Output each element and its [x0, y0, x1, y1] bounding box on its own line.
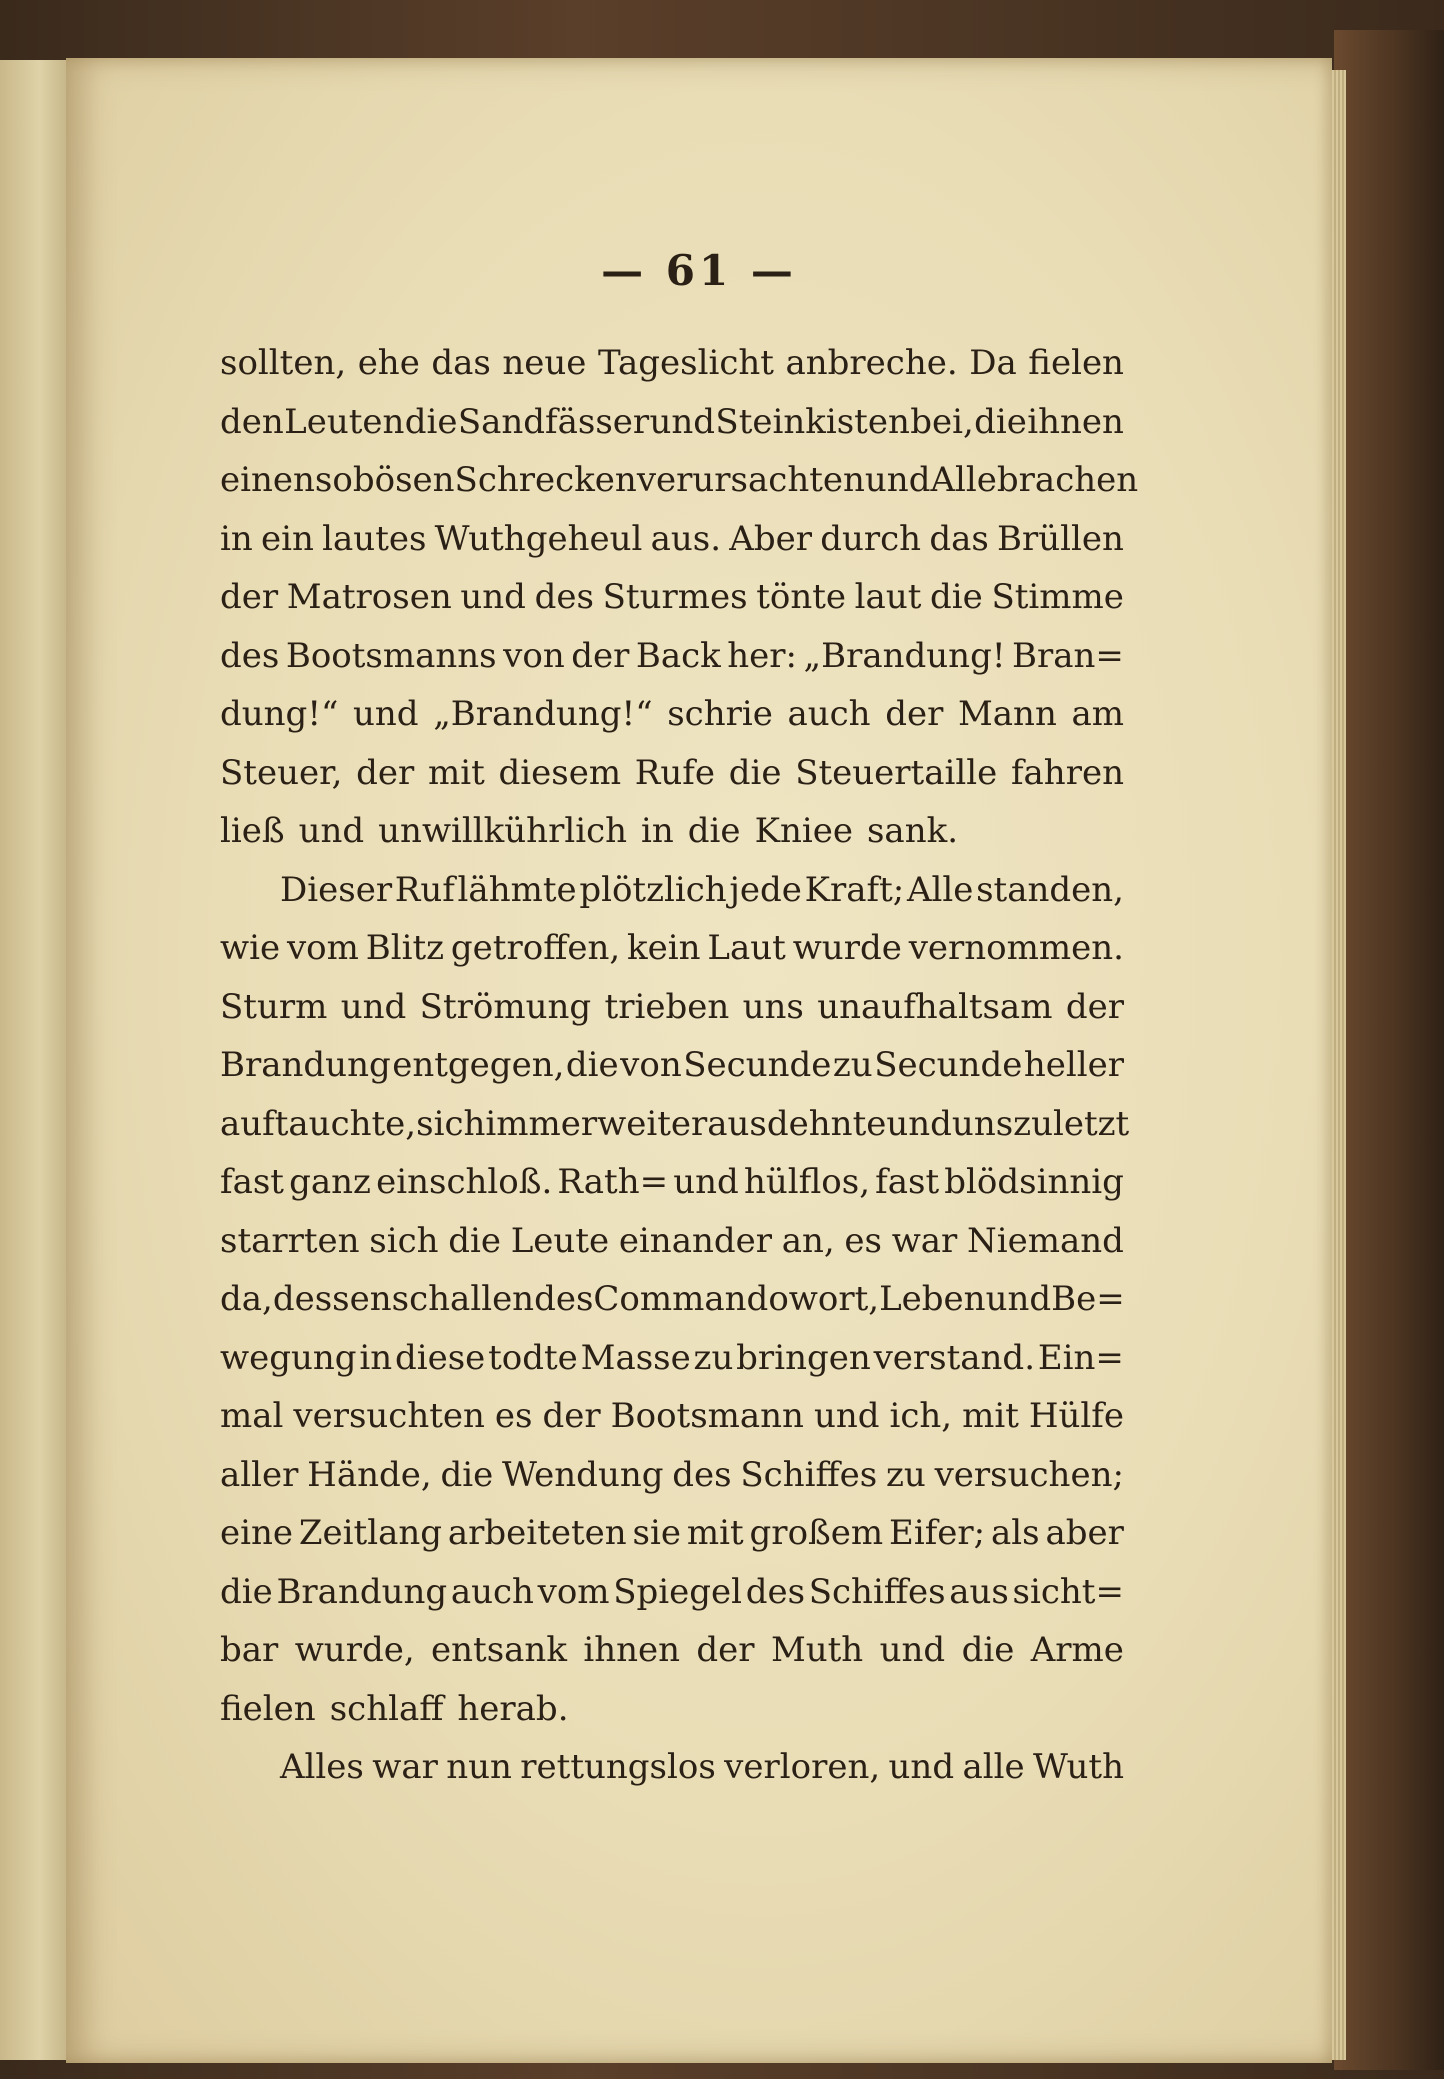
page-stack-edge: [1332, 70, 1346, 2060]
word: Steuer,: [220, 752, 343, 793]
word: starrten: [220, 1220, 360, 1261]
word: Laut: [707, 928, 786, 968]
word: Matrosen: [286, 577, 452, 617]
word: und: [649, 401, 716, 442]
word: die: [930, 577, 983, 617]
word: todte: [488, 1337, 578, 1378]
word: und: [864, 460, 931, 500]
text-line: [220, 1036, 1124, 1095]
word: und: [340, 986, 407, 1027]
word: als: [991, 1513, 1040, 1553]
word: arbeiteten: [447, 1513, 627, 1553]
word: am: [1071, 694, 1124, 734]
word: und: [879, 1630, 946, 1670]
book-cover-edge: [1334, 30, 1444, 2070]
word: unaufhaltsam: [817, 986, 1053, 1027]
word: mal: [220, 1396, 284, 1436]
word: weiter: [597, 1103, 708, 1144]
text-line: [220, 744, 1124, 803]
text-line: [220, 627, 1124, 686]
word: hülflos,: [743, 1162, 871, 1202]
word: Rufe: [634, 752, 715, 793]
word: und: [813, 1396, 880, 1436]
page-number: — 61 —: [601, 246, 797, 295]
word: in: [359, 1337, 393, 1378]
word: des: [220, 635, 280, 676]
text-line: [220, 334, 1124, 393]
word: Schrecken: [454, 460, 637, 500]
word: von: [503, 635, 565, 676]
word: verloren,: [724, 1747, 881, 1787]
word: Sturmes: [602, 577, 748, 617]
word: bei,: [910, 401, 974, 442]
text-line: [220, 978, 1124, 1037]
body-text: [220, 334, 1139, 1797]
word: entgegen,: [392, 1045, 565, 1085]
word: aus.: [650, 518, 722, 559]
word: mit: [962, 1396, 1019, 1436]
word: Kniee: [754, 811, 853, 851]
text-line: [220, 1153, 1124, 1212]
word: es: [844, 1220, 882, 1261]
word: wurde: [792, 928, 902, 968]
word: wegung: [220, 1337, 357, 1378]
word: in: [641, 811, 674, 851]
word: die: [220, 1571, 273, 1612]
word: dung!“: [220, 694, 339, 734]
word: und: [353, 694, 419, 734]
word: des: [672, 1454, 732, 1495]
word: trieben: [604, 986, 730, 1027]
previous-page-edge: [0, 60, 66, 2060]
word: da,: [220, 1279, 273, 1319]
word: und: [888, 1747, 955, 1787]
word: „Brandung!“: [433, 694, 653, 734]
word: Blitz: [365, 928, 445, 968]
word: ihnen: [583, 1630, 681, 1670]
word: so: [314, 460, 353, 500]
word: Alles: [280, 1747, 364, 1787]
word: fielen: [1028, 343, 1124, 383]
word: ehe: [357, 343, 420, 383]
word: Bootsmann: [610, 1396, 804, 1436]
word: „Brandung!: [803, 635, 1006, 676]
text-line: [220, 568, 1124, 627]
word: heller: [1023, 1045, 1124, 1085]
word: des: [534, 577, 594, 617]
word: brachen: [996, 460, 1139, 500]
word: und: [460, 577, 526, 617]
word: den: [220, 401, 284, 442]
word: aller: [220, 1454, 299, 1495]
word: unwillkührlich: [378, 811, 628, 851]
word: vom: [286, 928, 359, 968]
word: auftauchte,: [220, 1103, 417, 1144]
word: Mann: [957, 694, 1057, 734]
word: an,: [781, 1220, 835, 1261]
text-line: [220, 1680, 1124, 1739]
word: Schiffes: [740, 1454, 878, 1495]
word: zu: [886, 1454, 926, 1495]
text-line: [220, 1621, 1124, 1680]
word: Masse: [580, 1337, 691, 1378]
word: großem: [749, 1513, 884, 1553]
word: einander: [618, 1220, 773, 1261]
word: diesem: [498, 752, 622, 793]
word: neue: [502, 343, 587, 383]
word: Eifer;: [889, 1513, 986, 1553]
word: versuchten: [293, 1396, 485, 1436]
word: Spiegel: [613, 1571, 743, 1612]
word: lähmte: [457, 869, 577, 910]
word: ich,: [889, 1396, 953, 1436]
word: zu: [693, 1337, 734, 1378]
text-line: [220, 1738, 1124, 1797]
word: eine: [220, 1513, 294, 1553]
word: auch: [787, 694, 871, 734]
text-line: [220, 802, 1124, 861]
word: nun: [446, 1747, 512, 1787]
word: kein: [627, 928, 701, 968]
word: blödsinnig: [944, 1162, 1124, 1202]
word: uns: [951, 1103, 1014, 1144]
word: sollten,: [220, 343, 347, 383]
word: es: [494, 1396, 533, 1436]
word: vom: [537, 1571, 610, 1612]
word: verstand.: [873, 1337, 1035, 1378]
word: von: [620, 1045, 682, 1085]
word: Stimme: [991, 577, 1124, 617]
word: fielen: [220, 1688, 316, 1729]
word: diese: [394, 1337, 486, 1378]
word: Commandowort,: [593, 1279, 880, 1319]
text-line: [220, 1095, 1130, 1154]
word: Leute: [510, 1220, 610, 1261]
word: der: [220, 577, 279, 617]
word: lautes: [322, 518, 427, 559]
text-line: [220, 1446, 1124, 1505]
word: und: [985, 1279, 1052, 1319]
word: der: [542, 1396, 601, 1436]
word: schlaff: [329, 1688, 444, 1729]
word: einen: [220, 460, 315, 500]
word: das: [431, 343, 491, 383]
word: zu: [832, 1045, 873, 1085]
word: Bootsmanns: [285, 635, 497, 676]
word: sank.: [866, 811, 959, 851]
word: sich: [416, 1103, 486, 1144]
word: laut: [854, 577, 922, 617]
word: Niemand: [967, 1220, 1124, 1261]
word: immer: [485, 1103, 598, 1144]
word: Alle: [930, 460, 997, 500]
word: die: [728, 752, 782, 793]
word: die: [974, 401, 1027, 442]
word: sicht=: [1012, 1571, 1124, 1612]
text-line: [220, 1270, 1124, 1329]
word: die: [448, 1220, 502, 1261]
text-line: [220, 1387, 1124, 1446]
word: sich: [369, 1220, 439, 1261]
word: rettungslos: [520, 1747, 716, 1787]
word: Wuthgeheul: [434, 518, 643, 559]
word: Steuertaille: [795, 752, 998, 793]
word: Zeitlang: [298, 1513, 442, 1553]
text-line: [220, 1504, 1124, 1563]
word: Dieser: [280, 869, 393, 910]
word: standen,: [976, 869, 1124, 910]
word: Ein=: [1037, 1337, 1124, 1378]
word: Strömung: [419, 986, 592, 1027]
word: zuletzt: [1013, 1103, 1130, 1144]
word: Sandfässer: [457, 401, 650, 442]
word: Alle: [906, 869, 974, 910]
word: fahren: [1010, 752, 1124, 793]
text-line: [220, 1563, 1124, 1622]
word: aber: [1045, 1513, 1124, 1553]
word: her:: [727, 635, 797, 676]
word: Back: [635, 635, 721, 676]
word: tönte: [756, 577, 847, 617]
word: einschloß.: [376, 1162, 553, 1202]
word: Hände,: [307, 1454, 432, 1495]
word: die: [565, 1045, 619, 1085]
word: alle: [962, 1747, 1025, 1787]
word: ein: [261, 518, 314, 559]
word: ihnen: [1027, 401, 1124, 442]
word: mit: [428, 752, 485, 793]
word: bösen: [352, 460, 455, 500]
word: Leben: [879, 1279, 986, 1319]
word: fast: [875, 1162, 940, 1202]
word: Bran=: [1012, 635, 1124, 676]
word: Arme: [1030, 1630, 1124, 1670]
word: Brüllen: [997, 518, 1124, 559]
word: dessen: [272, 1279, 392, 1319]
word: uns: [742, 986, 804, 1027]
word: ausdehnte: [707, 1103, 887, 1144]
word: Wuth: [1032, 1747, 1124, 1787]
word: Hülfe: [1028, 1396, 1124, 1436]
word: Schiffes: [808, 1571, 946, 1612]
word: plötzlich: [579, 869, 727, 910]
word: Secunde: [683, 1045, 832, 1085]
word: Aber: [729, 518, 812, 559]
word: Be=: [1051, 1279, 1125, 1319]
word: der: [1065, 986, 1124, 1027]
word: Steinkisten: [715, 401, 910, 442]
word: schrie: [667, 694, 773, 734]
word: fast: [220, 1162, 284, 1202]
word: bar: [220, 1630, 279, 1670]
word: Wendung: [501, 1454, 664, 1495]
word: entsank: [431, 1630, 567, 1670]
word: die: [440, 1454, 494, 1495]
word: Kraft;: [804, 869, 905, 910]
word: die: [404, 401, 458, 442]
word: auch: [450, 1571, 534, 1612]
text-line: [220, 393, 1124, 452]
word: Brandung: [276, 1571, 448, 1612]
word: mit: [686, 1513, 744, 1553]
word: Da: [969, 343, 1017, 383]
text-line: [220, 919, 1124, 978]
word: ließ: [220, 811, 285, 851]
text-line: [220, 451, 1139, 510]
word: war: [891, 1220, 958, 1261]
text-line: [220, 1212, 1124, 1271]
word: und: [673, 1162, 739, 1202]
word: die: [687, 811, 741, 851]
word: herab.: [457, 1688, 569, 1729]
word: und: [886, 1103, 952, 1144]
word: das: [929, 518, 989, 559]
word: war: [372, 1747, 438, 1787]
word: schallendes: [391, 1279, 594, 1319]
word: Muth: [770, 1630, 864, 1670]
word: Sturm: [220, 986, 328, 1027]
word: ganz: [289, 1162, 371, 1202]
word: Ruf: [394, 869, 455, 910]
word: wurde,: [294, 1630, 415, 1670]
text-line: [220, 861, 1124, 920]
word: Rath=: [557, 1162, 669, 1202]
word: aus: [949, 1571, 1009, 1612]
word: bringen: [736, 1337, 871, 1378]
word: und: [298, 811, 365, 851]
word: anbreche.: [785, 343, 958, 383]
word: sie: [632, 1513, 681, 1553]
word: der: [696, 1630, 755, 1670]
word: Leuten: [284, 401, 405, 442]
word: der: [885, 694, 944, 734]
word: jede: [729, 869, 802, 910]
word: vernommen.: [908, 928, 1124, 968]
word: die: [961, 1630, 1015, 1670]
text-line: [220, 510, 1124, 569]
word: Brandung: [220, 1045, 391, 1085]
word: getroffen,: [450, 928, 621, 968]
word: verursachten: [636, 460, 865, 500]
word: durch: [820, 518, 922, 559]
word: Tageslicht: [597, 343, 774, 383]
word: der: [571, 635, 630, 676]
word: des: [745, 1571, 806, 1612]
word: der: [356, 752, 415, 793]
text-line: [220, 685, 1124, 744]
word: in: [220, 518, 253, 559]
word: versuchen;: [934, 1454, 1124, 1495]
word: Secunde: [874, 1045, 1023, 1085]
text-line: [220, 1329, 1124, 1388]
word: wie: [220, 928, 281, 968]
